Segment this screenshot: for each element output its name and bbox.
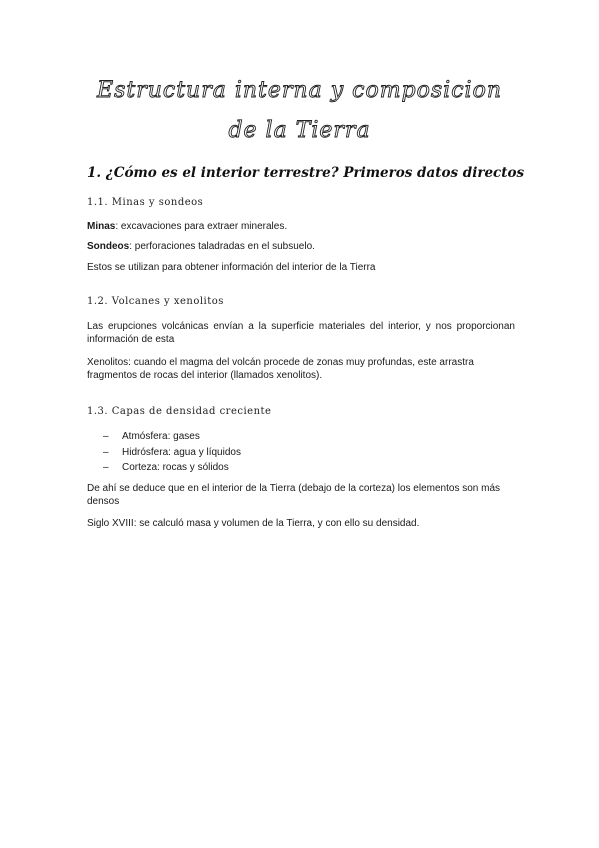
document-title-line-2: de la Tierra (228, 118, 371, 143)
paragraph-minas (87, 220, 515, 233)
subsection-heading-minas: 1.1. Minas y sondeos (87, 197, 204, 208)
document-title-line-1: Estructura interna y composicion (97, 78, 502, 103)
paragraph-erupciones: Las erupciones volcánicas envían a la superficie materiales del interior, y nos proporcionan información de esta (87, 321, 515, 345)
term-sondeos: Sondeos (87, 241, 130, 252)
list-item: – Atmósfera: gases (103, 431, 200, 442)
subsection-heading-capas: 1.3. Capas de densidad creciente (87, 406, 272, 417)
term-minas: Minas (87, 221, 116, 232)
list-item: – Hidrósfera: agua y líquidos (103, 447, 241, 458)
dash-bullet-icon: – (103, 462, 109, 473)
paragraph-deduccion: De ahí se deduce que en el interior de la Tierra (debajo de la corteza) los elementos son más densos (87, 483, 501, 507)
list-item: – Corteza: rocas y sólidos (103, 462, 229, 473)
definition-minas: : excavaciones para extraer minerales. (115, 221, 288, 232)
paragraph-sondeos (87, 240, 515, 253)
paragraph-uso: Estos se utilizan para obtener información del interior de la Tierra (87, 262, 376, 273)
subsection-heading-volcanes: 1.2. Volcanes y xenolitos (87, 296, 224, 307)
dash-bullet-icon: – (103, 431, 109, 442)
section-heading: 1. ¿Cómo es el interior terrestre? Primeros datos directos (87, 165, 525, 181)
dash-bullet-icon: – (103, 447, 109, 458)
paragraph-siglo: Siglo XVIII: se calculó masa y volumen de la Tierra, y con ello su densidad. (87, 518, 420, 529)
definition-sondeos: : perforaciones taladradas en el subsuelo. (129, 241, 315, 252)
paragraph-xenolitos: Xenolitos: cuando el magma del volcán procede de zonas muy profundas, este arrastra fragmentos de rocas del interior (llamados xenolitos). (87, 357, 474, 381)
